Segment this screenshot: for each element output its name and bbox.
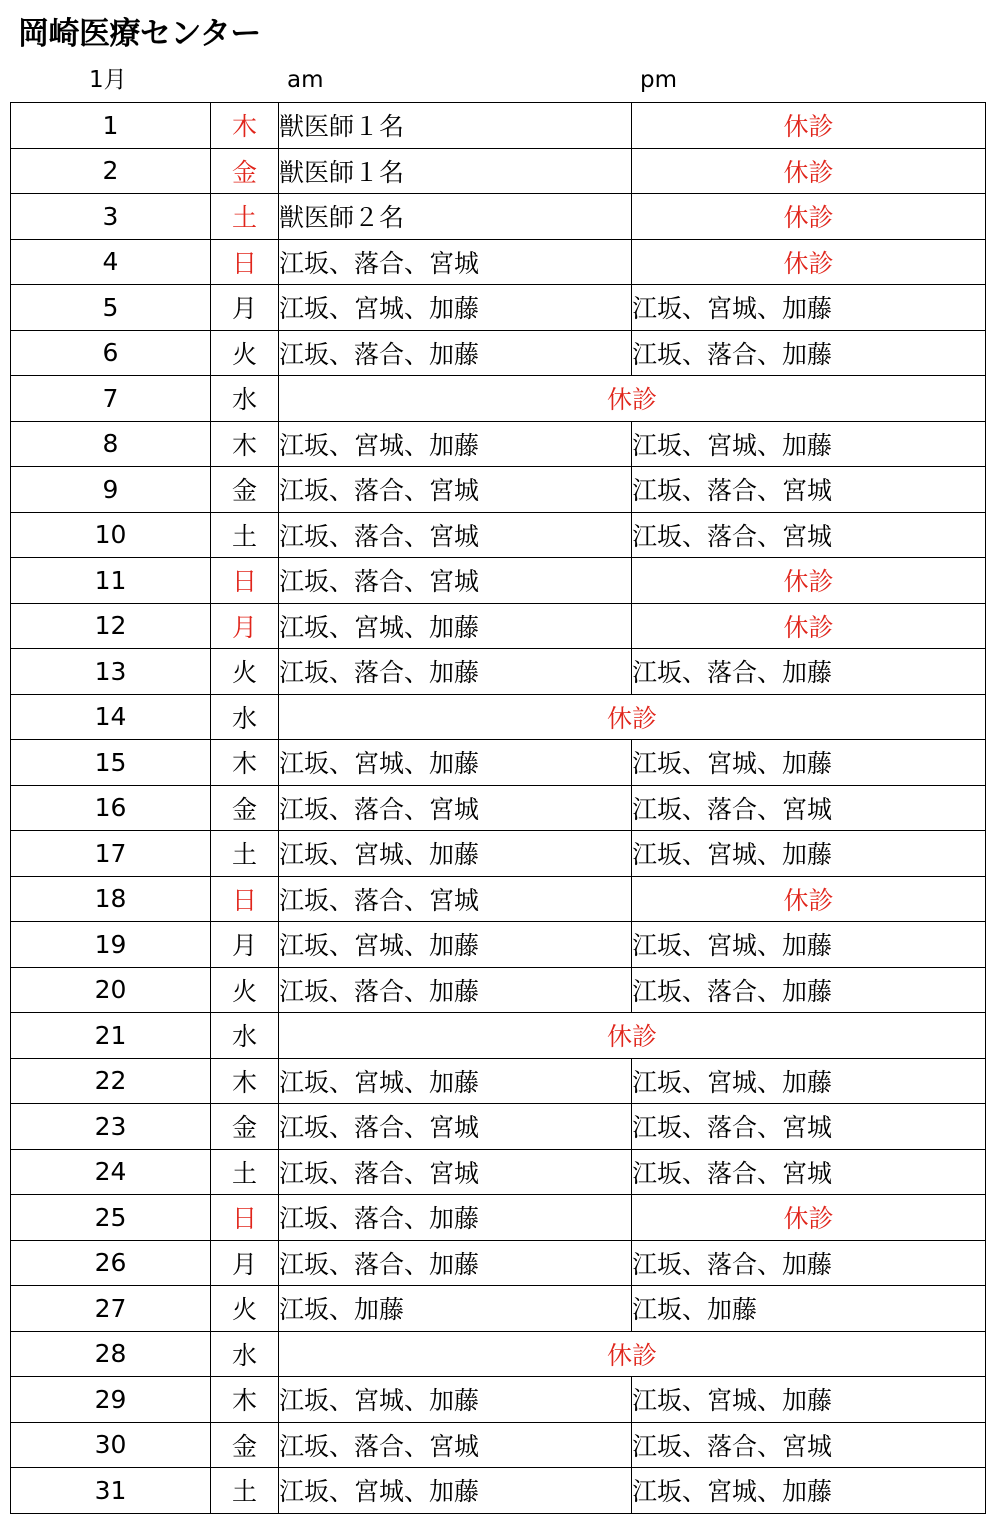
table-row — [11, 1104, 986, 1150]
am-staff-cell: 獣医師２名 — [279, 194, 632, 240]
weekday-cell: 木 — [211, 1058, 279, 1104]
day-cell: 6 — [11, 330, 211, 376]
table-row — [11, 194, 986, 240]
table-row — [11, 1240, 986, 1286]
table-row — [11, 1058, 986, 1104]
day-cell: 13 — [11, 649, 211, 695]
day-cell: 24 — [11, 1149, 211, 1195]
am-staff-cell: 江坂、宮城、加藤 — [279, 922, 632, 968]
am-staff-cell: 江坂、落合、加藤 — [279, 330, 632, 376]
weekday-cell: 水 — [211, 376, 279, 422]
weekday-cell: 日 — [211, 876, 279, 922]
day-cell: 26 — [11, 1240, 211, 1286]
weekday-cell: 木 — [211, 103, 279, 149]
am-staff-cell: 江坂、落合、加藤 — [279, 1240, 632, 1286]
weekday-cell: 水 — [211, 694, 279, 740]
day-cell: 12 — [11, 603, 211, 649]
weekday-cell: 木 — [211, 740, 279, 786]
table-row — [11, 831, 986, 877]
day-cell: 25 — [11, 1195, 211, 1241]
table-row — [11, 694, 986, 740]
weekday-cell: 月 — [211, 922, 279, 968]
am-staff-cell: 江坂、落合、宮城 — [279, 239, 632, 285]
weekday-cell: 水 — [211, 1331, 279, 1377]
weekday-cell: 土 — [211, 1149, 279, 1195]
am-staff-cell: 江坂、宮城、加藤 — [279, 831, 632, 877]
weekday-cell: 日 — [211, 558, 279, 604]
page-title: 岡崎医療センター — [18, 16, 261, 52]
closed-day-cell: 休診 — [279, 1331, 986, 1377]
table-row — [11, 148, 986, 194]
am-staff-cell: 江坂、宮城、加藤 — [279, 421, 632, 467]
day-cell: 7 — [11, 376, 211, 422]
weekday-cell: 金 — [211, 1104, 279, 1150]
day-cell: 29 — [11, 1377, 211, 1423]
weekday-cell: 金 — [211, 1422, 279, 1468]
day-cell: 14 — [11, 694, 211, 740]
pm-staff-cell: 江坂、宮城、加藤 — [632, 421, 986, 467]
day-cell: 18 — [11, 876, 211, 922]
weekday-cell: 金 — [211, 148, 279, 194]
day-cell: 11 — [11, 558, 211, 604]
table-row — [11, 785, 986, 831]
day-cell: 1 — [11, 103, 211, 149]
pm-staff-cell: 江坂、宮城、加藤 — [632, 922, 986, 968]
am-staff-cell: 江坂、落合、宮城 — [279, 1104, 632, 1150]
day-cell: 21 — [11, 1013, 211, 1059]
weekday-cell: 土 — [211, 194, 279, 240]
table-row — [11, 967, 986, 1013]
pm-staff-cell: 江坂、宮城、加藤 — [632, 1058, 986, 1104]
pm-staff-cell: 江坂、落合、宮城 — [632, 512, 986, 558]
schedule-table — [10, 102, 986, 1514]
table-row — [11, 285, 986, 331]
am-staff-cell: 江坂、宮城、加藤 — [279, 1377, 632, 1423]
table-row — [11, 1377, 986, 1423]
pm-header: pm — [640, 67, 678, 93]
month-label: 1月 — [89, 67, 127, 93]
table-row — [11, 740, 986, 786]
am-staff-cell: 江坂、落合、加藤 — [279, 967, 632, 1013]
weekday-cell: 月 — [211, 1240, 279, 1286]
pm-staff-cell: 江坂、落合、加藤 — [632, 1240, 986, 1286]
weekday-cell: 火 — [211, 649, 279, 695]
pm-staff-cell: 江坂、落合、宮城 — [632, 1422, 986, 1468]
pm-staff-cell: 江坂、宮城、加藤 — [632, 285, 986, 331]
day-cell: 28 — [11, 1331, 211, 1377]
table-row — [11, 558, 986, 604]
table-row — [11, 876, 986, 922]
day-cell: 16 — [11, 785, 211, 831]
weekday-cell: 火 — [211, 330, 279, 376]
am-staff-cell: 江坂、落合、宮城 — [279, 1149, 632, 1195]
table-row — [11, 1286, 986, 1332]
day-cell: 4 — [11, 239, 211, 285]
am-staff-cell: 江坂、落合、加藤 — [279, 649, 632, 695]
pm-closed-cell: 休診 — [632, 1195, 986, 1241]
table-row — [11, 1422, 986, 1468]
table-row — [11, 922, 986, 968]
weekday-cell: 土 — [211, 512, 279, 558]
day-cell: 17 — [11, 831, 211, 877]
pm-closed-cell: 休診 — [632, 603, 986, 649]
pm-staff-cell: 江坂、落合、加藤 — [632, 649, 986, 695]
weekday-cell: 火 — [211, 1286, 279, 1332]
table-row — [11, 239, 986, 285]
closed-day-cell: 休診 — [279, 694, 986, 740]
table-row — [11, 103, 986, 149]
am-staff-cell: 江坂、落合、加藤 — [279, 1195, 632, 1241]
weekday-cell: 火 — [211, 967, 279, 1013]
day-cell: 3 — [11, 194, 211, 240]
pm-staff-cell: 江坂、宮城、加藤 — [632, 1468, 986, 1514]
pm-staff-cell: 江坂、宮城、加藤 — [632, 740, 986, 786]
am-staff-cell: 獣医師１名 — [279, 148, 632, 194]
pm-closed-cell: 休診 — [632, 103, 986, 149]
table-row — [11, 1195, 986, 1241]
table-row — [11, 649, 986, 695]
am-staff-cell: 江坂、落合、宮城 — [279, 558, 632, 604]
am-staff-cell: 江坂、落合、宮城 — [279, 1422, 632, 1468]
am-staff-cell: 江坂、宮城、加藤 — [279, 1058, 632, 1104]
weekday-cell: 水 — [211, 1013, 279, 1059]
weekday-cell: 土 — [211, 831, 279, 877]
pm-staff-cell: 江坂、落合、加藤 — [632, 330, 986, 376]
day-cell: 27 — [11, 1286, 211, 1332]
weekday-cell: 土 — [211, 1468, 279, 1514]
table-row — [11, 330, 986, 376]
pm-closed-cell: 休診 — [632, 194, 986, 240]
pm-staff-cell: 江坂、落合、宮城 — [632, 467, 986, 513]
day-cell: 19 — [11, 922, 211, 968]
day-cell: 23 — [11, 1104, 211, 1150]
day-cell: 10 — [11, 512, 211, 558]
weekday-cell: 木 — [211, 1377, 279, 1423]
am-staff-cell: 江坂、宮城、加藤 — [279, 740, 632, 786]
pm-closed-cell: 休診 — [632, 148, 986, 194]
am-staff-cell: 江坂、加藤 — [279, 1286, 632, 1332]
table-row — [11, 512, 986, 558]
am-staff-cell: 江坂、宮城、加藤 — [279, 603, 632, 649]
pm-closed-cell: 休診 — [632, 558, 986, 604]
table-row — [11, 1331, 986, 1377]
table-row — [11, 1149, 986, 1195]
day-cell: 31 — [11, 1468, 211, 1514]
weekday-cell: 月 — [211, 285, 279, 331]
closed-day-cell: 休診 — [279, 376, 986, 422]
day-cell: 22 — [11, 1058, 211, 1104]
schedule-body — [11, 103, 986, 1514]
day-cell: 5 — [11, 285, 211, 331]
day-cell: 15 — [11, 740, 211, 786]
am-staff-cell: 江坂、落合、宮城 — [279, 876, 632, 922]
closed-day-cell: 休診 — [279, 1013, 986, 1059]
am-header: am — [287, 67, 324, 93]
day-cell: 30 — [11, 1422, 211, 1468]
table-row — [11, 603, 986, 649]
weekday-cell: 木 — [211, 421, 279, 467]
pm-staff-cell: 江坂、落合、加藤 — [632, 967, 986, 1013]
am-staff-cell: 江坂、落合、宮城 — [279, 467, 632, 513]
am-staff-cell: 江坂、宮城、加藤 — [279, 285, 632, 331]
day-cell: 20 — [11, 967, 211, 1013]
table-row — [11, 467, 986, 513]
table-row — [11, 1013, 986, 1059]
weekday-cell: 金 — [211, 467, 279, 513]
weekday-cell: 月 — [211, 603, 279, 649]
weekday-cell: 金 — [211, 785, 279, 831]
table-row — [11, 376, 986, 422]
day-cell: 9 — [11, 467, 211, 513]
am-staff-cell: 江坂、落合、宮城 — [279, 512, 632, 558]
day-cell: 2 — [11, 148, 211, 194]
pm-staff-cell: 江坂、落合、宮城 — [632, 785, 986, 831]
pm-staff-cell: 江坂、宮城、加藤 — [632, 831, 986, 877]
weekday-cell: 日 — [211, 239, 279, 285]
pm-closed-cell: 休診 — [632, 239, 986, 285]
am-staff-cell: 獣医師１名 — [279, 103, 632, 149]
table-row — [11, 1468, 986, 1514]
pm-staff-cell: 江坂、宮城、加藤 — [632, 1377, 986, 1423]
pm-closed-cell: 休診 — [632, 876, 986, 922]
am-staff-cell: 江坂、落合、宮城 — [279, 785, 632, 831]
pm-staff-cell: 江坂、加藤 — [632, 1286, 986, 1332]
table-row — [11, 421, 986, 467]
am-staff-cell: 江坂、宮城、加藤 — [279, 1468, 632, 1514]
pm-staff-cell: 江坂、落合、宮城 — [632, 1149, 986, 1195]
weekday-cell: 日 — [211, 1195, 279, 1241]
day-cell: 8 — [11, 421, 211, 467]
pm-staff-cell: 江坂、落合、宮城 — [632, 1104, 986, 1150]
